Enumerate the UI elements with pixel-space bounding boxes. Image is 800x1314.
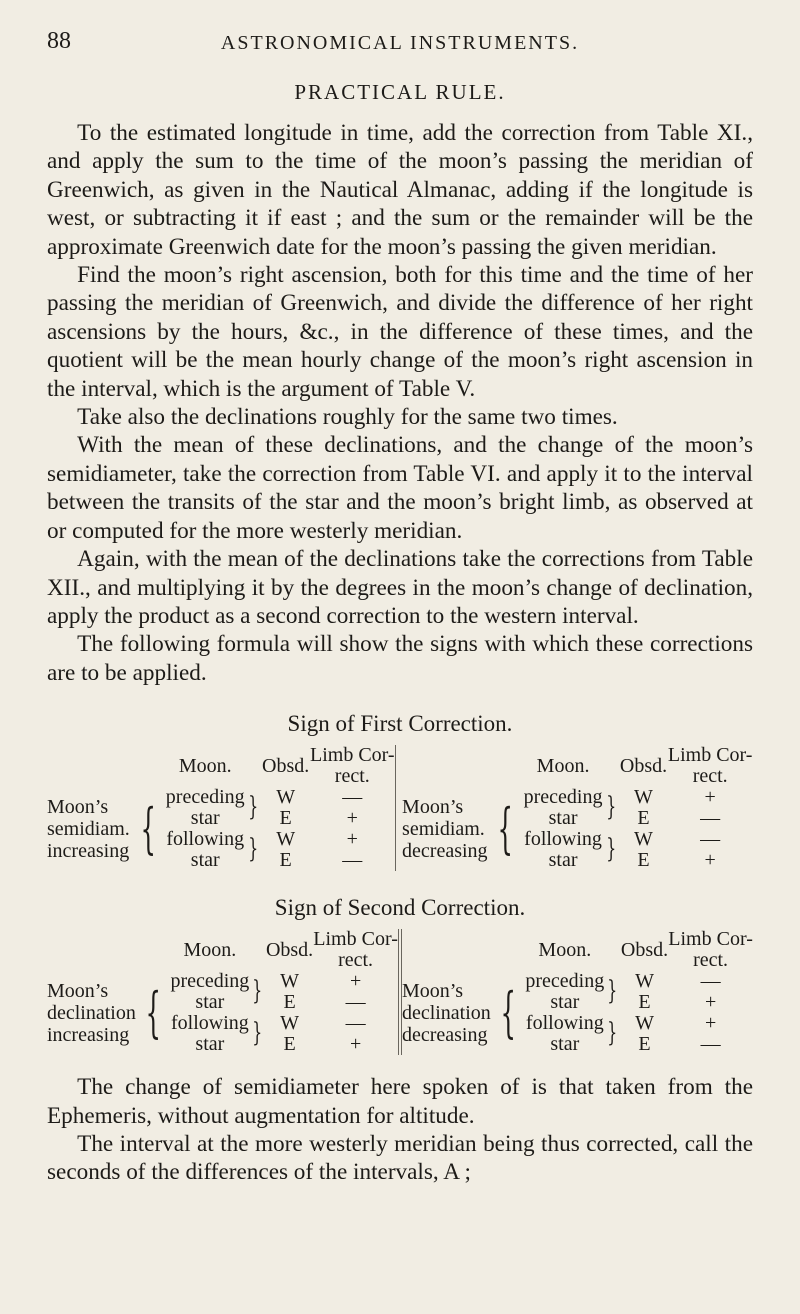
cell-moon: star — [548, 807, 578, 830]
head-moon: Moon. — [536, 754, 590, 777]
section-title: PRACTICAL RULE. — [294, 80, 506, 104]
cell-rect: — — [342, 849, 363, 872]
cell-moon: preceding — [525, 970, 605, 993]
brace-icon: } — [607, 1017, 618, 1048]
paragraph: With the mean of these declinations, and the change of the moon’s semidiameter, take the correction from Table VI. and apply it to the interval between the transits of the star and the moon’s bright limb, as observed at or computed for the more westerly meridian. — [47, 432, 753, 544]
brace-icon: } — [248, 833, 259, 864]
cell-rect: + — [346, 828, 358, 851]
brace-icon: { — [145, 981, 161, 1045]
head-moon: Moon. — [538, 938, 592, 961]
head-obsd: Obsd. — [265, 938, 314, 961]
cell-moon: star — [190, 849, 220, 872]
cell-obsd: W — [280, 1012, 300, 1035]
right-condition-label: Moon’s declination decreasing — [401, 980, 491, 1047]
cell-rect: — — [700, 828, 721, 851]
cell-obsd: W — [635, 1012, 654, 1035]
cell-moon: star — [195, 1033, 225, 1056]
cell-rect: + — [349, 1033, 362, 1056]
right-condition-label: Moon’s semidiam. decreasing — [402, 796, 488, 863]
second-correction-table — [47, 929, 753, 1055]
first-correction-title: Sign of First Correction. — [287, 711, 513, 737]
cell-moon: star — [548, 849, 578, 872]
brace-icon: } — [248, 791, 259, 822]
brace-icon: { — [497, 797, 514, 861]
cell-moon: star — [190, 807, 220, 830]
cell-rect: + — [346, 807, 358, 830]
cell-obsd: W — [634, 786, 653, 809]
cell-obsd: E — [638, 1033, 651, 1056]
head-obsd: Obsd. — [262, 754, 310, 777]
cell-obsd: E — [638, 991, 651, 1014]
page-number: 88 — [47, 28, 71, 54]
cell-moon: star — [550, 1033, 580, 1056]
cell-obsd: W — [635, 970, 654, 993]
cell-rect: + — [704, 1012, 717, 1035]
left-condition-label: Moon’s declination increasing — [47, 980, 136, 1047]
cell-moon: preceding — [165, 786, 245, 809]
cell-moon: following — [524, 828, 602, 851]
cell-moon: following — [525, 1012, 604, 1035]
cell-moon: preceding — [170, 970, 250, 993]
paragraph: Again, with the mean of the declinations take the corrections from Table XII., and multiplying it by the degrees in the moon’s change of declination, apply the product as a second correction to the western interval. — [47, 546, 753, 629]
brace-icon: } — [607, 975, 618, 1006]
cell-obsd: E — [637, 849, 650, 872]
cell-rect: — — [345, 1012, 366, 1035]
cell-rect: + — [704, 786, 716, 809]
head-limb: Limb Cor- rect. — [668, 928, 753, 972]
paragraph: To the estimated longitude in time, add the correction from Table XI., and apply the sum to the time of the moon’s passing the meridian of Greenwich, as given in the Nautical Almanac, adding if the longitude is west, or subtracting it if east ; and the sum or the remainder will be the approximate Greenwich date for the moon’s passing the given meridian. — [47, 120, 753, 260]
book-page — [47, 28, 753, 1187]
cell-obsd: E — [283, 991, 296, 1014]
cell-rect: — — [700, 1033, 721, 1056]
cell-moon: preceding — [523, 786, 603, 809]
left-condition-label: Moon’s semidiam. increasing — [47, 796, 130, 863]
cell-obsd: E — [283, 1033, 296, 1056]
paragraph: The interval at the more westerly meridian being thus corrected, call the seconds of the differences of the intervals, A ; — [47, 1130, 753, 1186]
paragraph: The change of semidiameter here spoken of is that taken from the Ephemeris, without augmentation for altitude. — [47, 1074, 753, 1129]
cell-obsd: E — [279, 807, 292, 830]
brace-icon: } — [252, 1017, 263, 1048]
head-limb: Limb Cor- rect. — [313, 928, 398, 972]
cell-rect: + — [704, 991, 717, 1014]
brace-icon: { — [500, 981, 516, 1045]
paragraph: The following formula will show the signs with which these corrections are to be applied. — [47, 631, 753, 686]
paragraph: Take also the declinations roughly for the same two times. — [77, 404, 618, 431]
head-limb: Limb Cor- rect. — [667, 744, 753, 788]
page-header — [47, 28, 753, 68]
cell-rect: — — [700, 807, 721, 830]
cell-obsd: W — [280, 970, 300, 993]
brace-icon: } — [252, 975, 263, 1006]
brace-icon: } — [606, 791, 617, 822]
cell-obsd: W — [634, 828, 653, 851]
head-moon: Moon. — [178, 754, 232, 777]
head-moon: Moon. — [183, 938, 237, 961]
cell-moon: following — [170, 1012, 249, 1035]
cell-obsd: W — [276, 828, 296, 851]
paragraph: Find the moon’s right ascension, both for this time and the time of her passing the meridian of Greenwich, and divide the difference of her right ascensions by the hours, &c., in the difference of these times, and the quotient will be the mean hourly change of the moon’s right ascension in the interval, which is the argument of Table V. — [47, 262, 753, 402]
cell-obsd: E — [637, 807, 650, 830]
cell-rect: + — [704, 849, 716, 872]
head-limb: Limb Cor- rect. — [309, 744, 395, 788]
head-obsd: Obsd. — [620, 938, 669, 961]
cell-rect: — — [700, 970, 721, 993]
cell-moon: star — [195, 991, 225, 1014]
cell-moon: star — [550, 991, 580, 1014]
cell-rect: — — [342, 786, 363, 809]
cell-rect: — — [345, 991, 366, 1014]
first-correction-table — [47, 745, 753, 871]
cell-moon: following — [166, 828, 245, 851]
second-correction-title: Sign of Second Correction. — [274, 895, 526, 921]
cell-obsd: W — [276, 786, 296, 809]
head-obsd: Obsd. — [619, 754, 668, 777]
running-title: ASTRONOMICAL INSTRUMENTS. — [220, 32, 580, 54]
cell-obsd: E — [279, 849, 292, 872]
cell-rect: + — [349, 970, 362, 993]
brace-icon: { — [140, 797, 156, 861]
brace-icon: } — [606, 833, 617, 864]
